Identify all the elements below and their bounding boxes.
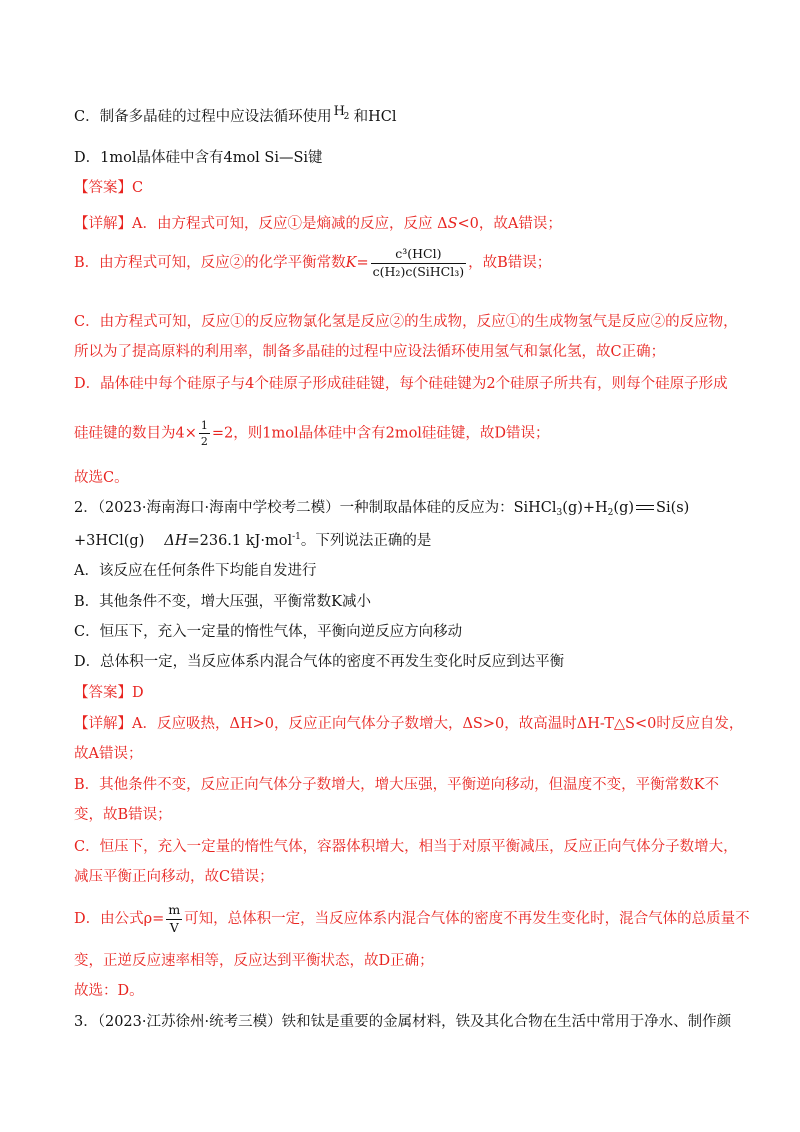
h2-letter: H: [333, 104, 345, 119]
q2-answer: 【答案】D: [74, 685, 144, 701]
detail-a-text: A．反应吸热，ΔH>0，反应正向气体分子数增大，ΔS>0，故高温时ΔH-T△S<0时反应自发，: [132, 716, 744, 732]
q1-detail-d-line1: D．晶体硅中每个硅原子与4个硅原子形成硅硅键，每个硅硅键为2个硅原子所共有，则每个硅原子形成: [74, 376, 728, 392]
q1-detail-d-line2: [74, 420, 550, 447]
q2-stem-mid: (g)+H: [562, 500, 608, 516]
detail-d-text: 硅硅键的数目为4×: [74, 425, 197, 442]
q1-answer: 【答案】C: [74, 180, 144, 196]
k-symbol: K: [345, 255, 357, 271]
detail-b-text: B．由方程式可知，反应②的化学平衡常数: [74, 255, 346, 271]
q1-option-c: [74, 104, 397, 125]
q2-stem2-text: +3HCl(g): [74, 533, 145, 549]
half-denominator: 2: [200, 435, 208, 448]
q2-option-d: D．总体积一定，当反应体系内混合气体的密度不再发生变化时反应到达平衡: [74, 654, 565, 670]
q2-option-b: B．其他条件不变，增大压强，平衡常数K减小: [74, 594, 371, 610]
detail-b-end: ，故B错误；: [468, 255, 552, 271]
entropy-symbol: S: [447, 216, 458, 232]
q2-conclusion: 故选：D。: [74, 983, 144, 999]
detail-d-text: D．由公式ρ=: [74, 911, 165, 927]
detail-d-end: 可知，总体积一定，当反应体系内混合气体的密度不再发生变化时，混合气体的总质量不: [184, 911, 750, 927]
subscript-2: 2: [607, 508, 614, 518]
q2-option-a: A．该反应在任何条件下均能自发进行: [74, 563, 317, 579]
subscript-3: 3: [556, 508, 563, 518]
q2-detail-d-line2: 变，正逆反应速率相等，反应达到平衡状态，故D正确；: [74, 953, 434, 969]
q3-stem-line1: 3．（2023·江苏徐州·统考三模）铁和钛是重要的金属材料，铁及其化合物在生活中常用于净水、制作颜: [74, 1014, 732, 1030]
q2-detail-a-line2: 故A错误；: [74, 746, 143, 762]
detail-a-text: A．由方程式可知，反应①是熵减的反应，反应 Δ: [132, 216, 448, 232]
q2-detail-d-line1: [74, 904, 750, 934]
q2-stem2-end: 。下列说法正确的是: [300, 533, 432, 549]
q1-detail-a: [74, 217, 562, 232]
q1-detail-b: [74, 248, 551, 278]
detail-d-end: =2，则1mol晶体硅中含有2mol硅硅键，故D错误；: [211, 425, 550, 442]
q2-stem-line2: [74, 533, 431, 549]
q2-detail-a-line1: [74, 717, 743, 732]
equilibrium-constant-fraction: [371, 248, 466, 278]
delta-h-symbol: ΔH: [164, 533, 188, 549]
q1-option-c-text: C．制备多晶硅的过程中应设法循环使用: [74, 109, 332, 125]
q1-detail-c-line1: C．由方程式可知，反应①的反应物氯化氢是反应②的生成物，反应①的生成物氢气是反应②的反应物，: [74, 314, 738, 330]
density-denominator: V: [169, 919, 179, 935]
density-numerator: m: [166, 904, 182, 920]
q2-detail-c-line2: 减压平衡正向移动，故C错误；: [74, 869, 274, 885]
q2-detail-b-line2: 变，故B错误；: [74, 807, 172, 823]
q1-option-d: D．1mol晶体硅中含有4mol Si—Si键: [74, 150, 323, 166]
detail-a-end: <0，故A错误；: [457, 216, 562, 232]
density-fraction: [166, 904, 182, 934]
equals-sign: =: [356, 255, 369, 271]
fraction-denominator: c(H₂)c(SiHCl₃): [372, 263, 465, 279]
half-numerator: 1: [200, 419, 208, 432]
q1-option-c-hcl: 和HCl: [353, 109, 397, 125]
q2-detail-c-line1: C．恒压下，充入一定量的惰性气体，容器体积增大，相当于对原平衡减压，反应正向气体分子数增大，: [74, 839, 738, 855]
q2-option-c: C．恒压下，充入一定量的惰性气体，平衡向逆反应方向移动: [74, 624, 463, 640]
q1-detail-c-line2: 所以为了提高原料的利用率，制备多晶硅的过程中应设法循环使用氢气和氯化氢，故C正确；: [74, 344, 666, 360]
superscript-minus-one: -1: [292, 532, 301, 542]
detail-label: 【详解】: [74, 716, 132, 732]
q1-conclusion: 故选C。: [74, 470, 129, 486]
h2-subscript: 2: [343, 112, 350, 122]
q2-stem-line1: [74, 501, 689, 518]
q2-stem-text: 2．（2023·海南海口·海南中学校考二模）一种制取晶体硅的反应为：SiHCl: [74, 500, 557, 516]
q2-stem-product: Si(s): [656, 500, 690, 516]
detail-label: 【详解】: [74, 216, 132, 232]
q2-stem-post: (g): [613, 500, 635, 516]
equilibrium-arrow-icon: [636, 504, 654, 512]
half-fraction: [199, 420, 210, 447]
delta-h-value: =236.1 kJ·mol: [187, 533, 293, 549]
q2-detail-b-line1: B．其他条件不变，反应正向气体分子数增大，增大压强，平衡逆向移动，但温度不变，平衡常数K不: [74, 777, 719, 793]
fraction-numerator: c³(HCl): [371, 248, 466, 264]
